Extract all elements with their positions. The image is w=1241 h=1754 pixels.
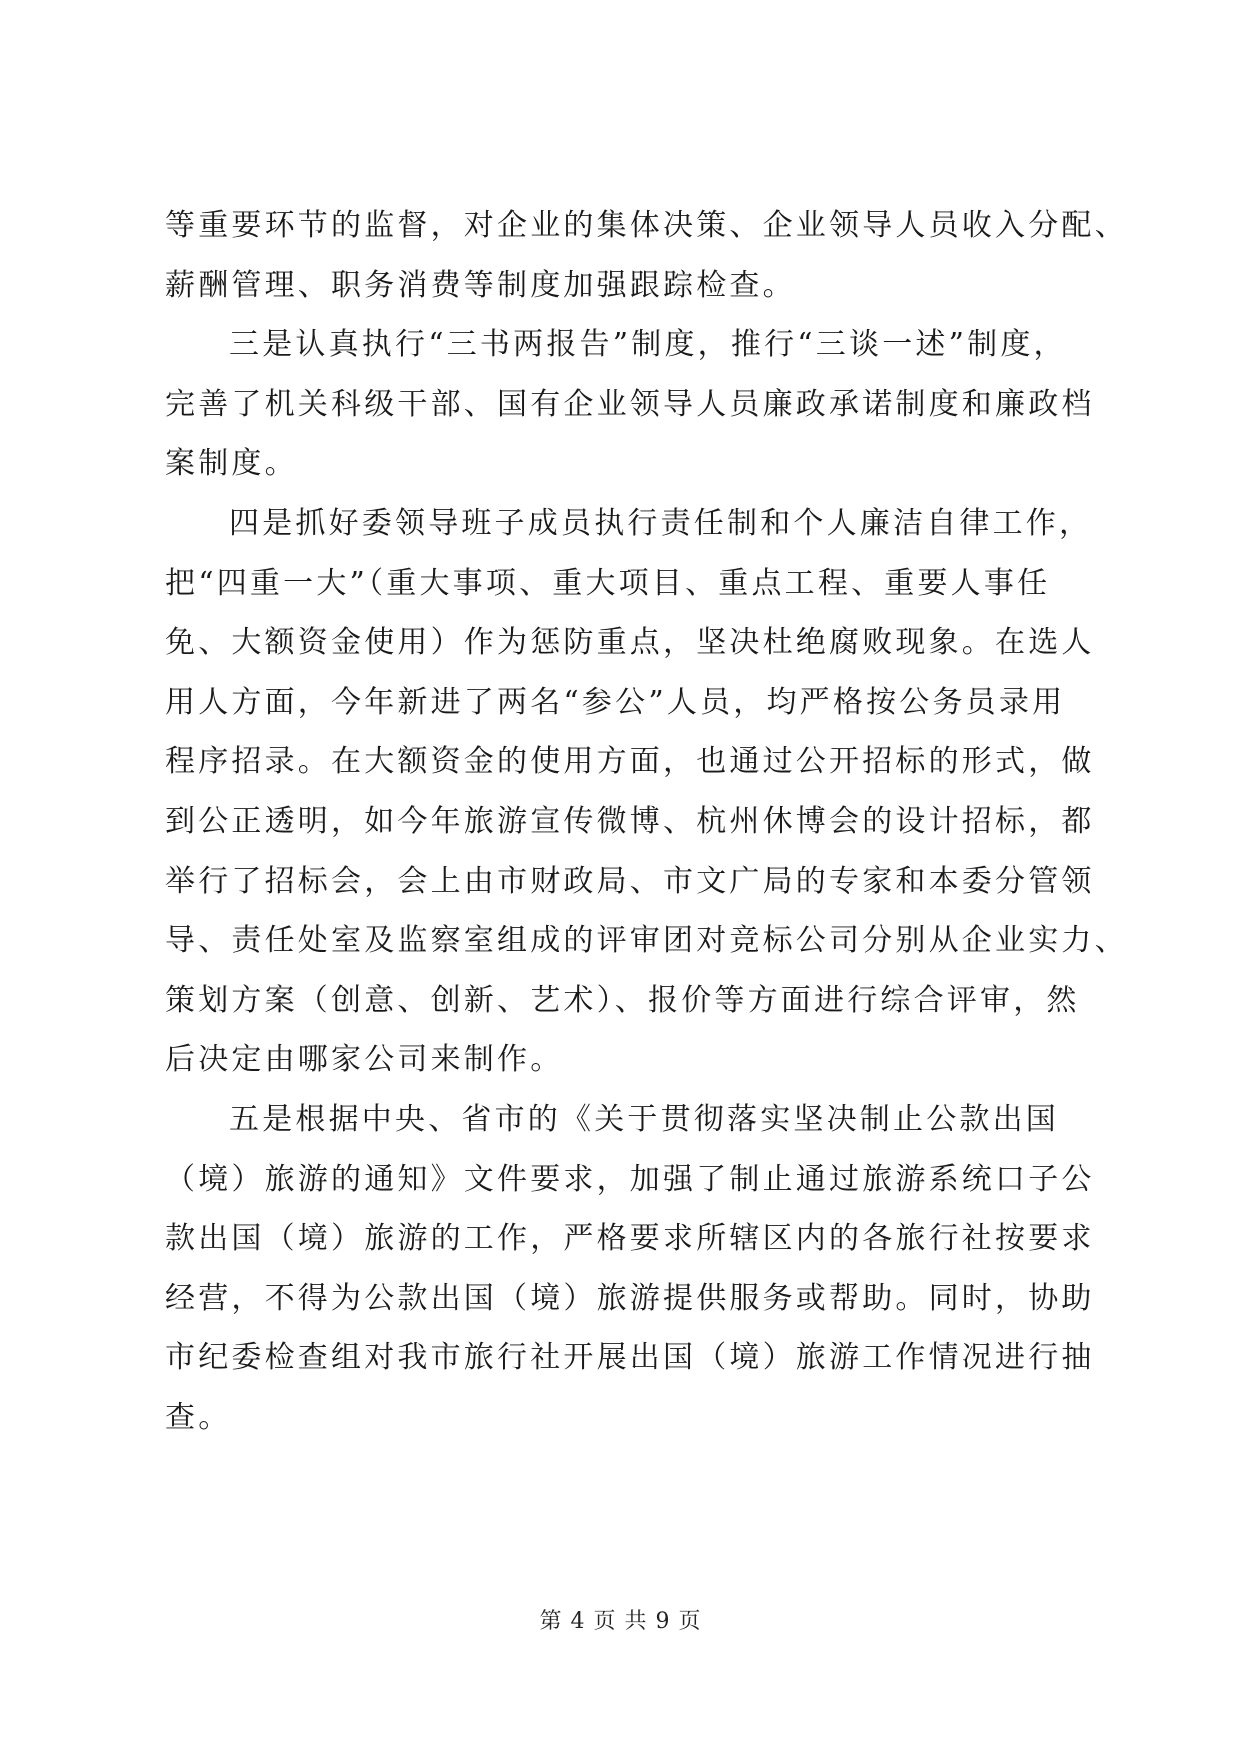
text-line: 经营，不得为公款出国（境）旅游提供服务或帮助。同时，协助 (165, 1280, 1095, 1316)
text-line: 查。 (165, 1399, 232, 1435)
text-line: 等重要环节的监督，对企业的集体决策、企业领导人员收入分配、 (165, 208, 1128, 243)
text-line: 薪酬管理、职务消费等制度加强跟踪检查。 (165, 267, 796, 303)
paragraph-leadership-responsibility (165, 494, 1128, 1090)
text-line: 免、大额资金使用）作为惩防重点，坚决杜绝腐败现象。在选人 (165, 625, 1095, 661)
paragraph-public-funds-travel (165, 1090, 1095, 1448)
text-line: 五是根据中央、省市的《关于贯彻落实坚决制止公款出国 (229, 1101, 1059, 1137)
text-line: 案制度。 (165, 446, 298, 482)
text-line: 用人方面，今年新进了两名“参公”人员，均严格按公务员录用 (165, 684, 1066, 720)
document-body (165, 196, 1128, 1447)
paragraph-three-books (165, 315, 1095, 494)
text-line: 完善了机关科级干部、国有企业领导人员廉政承诺制度和廉政档 (165, 386, 1095, 422)
text-line: 到公正透明，如今年旅游宣传微博、杭州休博会的设计招标，都 (165, 803, 1095, 839)
page-number-footer: 第 4 页 共 9 页 (539, 1609, 702, 1634)
text-line: 导、责任处室及监察室组成的评审团对竞标公司分别从企业实力、 (165, 923, 1128, 959)
text-line: 市纪委检查组对我市旅行社开展出国（境）旅游工作情况进行抽 (165, 1340, 1095, 1376)
text-line: 把“四重一大”（重大事项、重大项目、重点工程、重要人事任 (165, 565, 1051, 601)
text-line: 四是抓好委领导班子成员执行责任制和个人廉洁自律工作， (229, 505, 1093, 541)
text-line: 策划方案（创意、创新、艺术）、报价等方面进行综合评审，然 (165, 982, 1080, 1018)
paragraph-continued (165, 196, 1128, 315)
text-line: 三是认真执行“三书两报告”制度，推行“三谈一述”制度， (229, 327, 1067, 363)
text-line: 款出国（境）旅游的工作，严格要求所辖区内的各旅行社按要求 (165, 1221, 1095, 1257)
text-line: 程序招录。在大额资金的使用方面，也通过公开招标的形式，做 (165, 744, 1095, 780)
text-line: 举行了招标会，会上由市财政局、市文广局的专家和本委分管领 (165, 863, 1095, 899)
text-line: 后决定由哪家公司来制作。 (165, 1042, 564, 1078)
text-line: （境）旅游的通知》文件要求，加强了制止通过旅游系统口子公 (165, 1161, 1095, 1197)
